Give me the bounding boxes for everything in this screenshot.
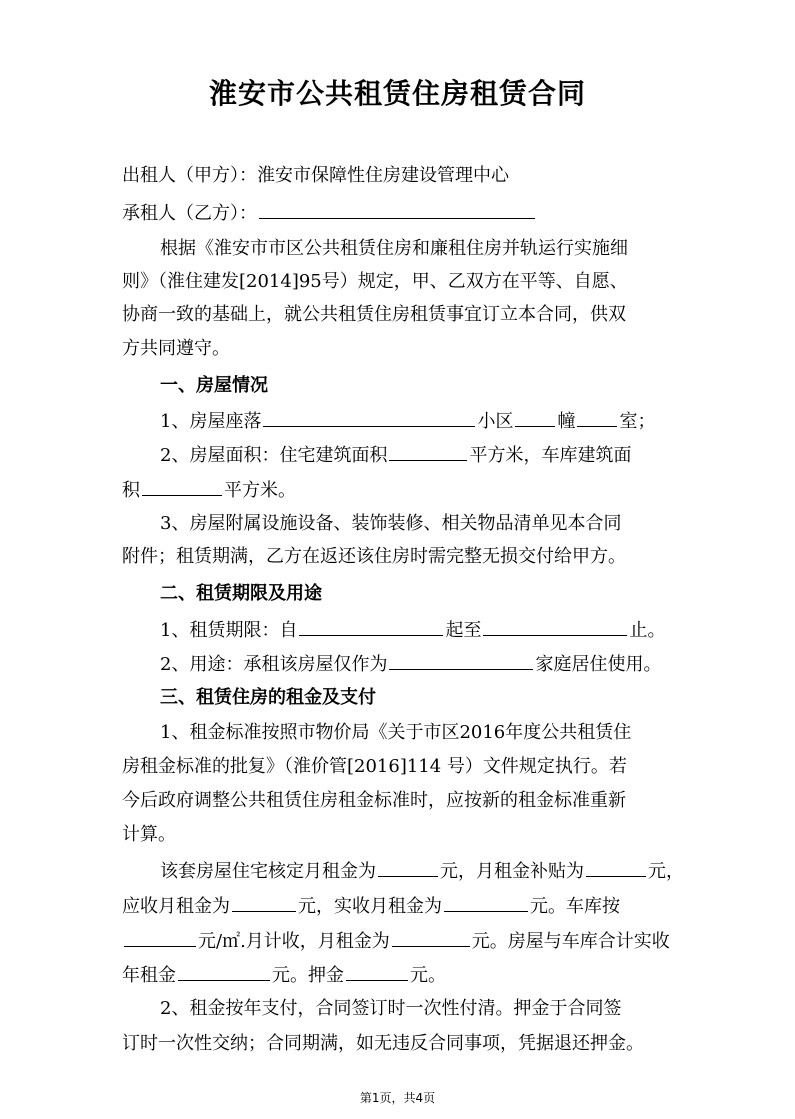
annual-rent-label: 年租金: [122, 965, 176, 986]
payment-line-2: 订时一次性交纳；合同期满，如无违反合同事项，凭据退还押金。: [122, 1033, 644, 1054]
yuan-label: 元，: [648, 861, 684, 882]
page-number: 第1页，共4页: [359, 1091, 436, 1105]
lease-term-label: 1、租赁期限：自: [160, 620, 298, 641]
subsidy-label: 元，月租金补贴为: [440, 861, 584, 882]
garage-rent-blank[interactable]: [392, 928, 470, 947]
section2-heading: 二、租赁期限及用途: [160, 583, 322, 604]
end-date-blank[interactable]: [483, 617, 627, 636]
garage-rent-label: 元/㎡.月计收，月租金为: [198, 931, 390, 952]
deposit-label: 元。押金: [272, 965, 344, 986]
rent-standard-line-1: 1、租金标准按照市物价局《关于市区2016年度公共租赁住: [160, 722, 632, 743]
page-title: 淮安市公共租赁住房租赁合同: [208, 77, 586, 110]
location-blank[interactable]: [263, 408, 475, 427]
residential-area-blank[interactable]: [389, 442, 467, 461]
building-label: 幢: [557, 411, 576, 432]
garage-area-blank[interactable]: [142, 477, 222, 496]
lessor-line: 出租人（甲方）：淮安市保障性住房建设管理中心: [122, 165, 509, 186]
community-blank[interactable]: [515, 408, 555, 427]
usage-suffix: 家庭居住使用。: [535, 654, 662, 675]
area-unit: 平方米。: [224, 480, 296, 501]
rent-line-4: [122, 962, 682, 988]
garage-rate-label: 元。车库按: [530, 896, 620, 917]
usage-label: 2、用途：承租该房屋仅作为: [160, 654, 388, 675]
house-area-line: [160, 442, 720, 468]
monthly-rent-label: 该套房屋住宅核定月租金为: [160, 861, 376, 882]
intro-line-3: 协商一致的基础上，就公共租赁住房租赁事宜订立本合同，供双: [122, 304, 626, 325]
usage-blank[interactable]: [389, 651, 533, 670]
room-label: 室；: [619, 411, 656, 432]
annual-rent-blank[interactable]: [178, 962, 270, 981]
rent-standard-line-4: 计算。: [122, 824, 176, 845]
payment-line-1: 2、租金按年支付，合同签订时一次性付清。押金于合同签: [160, 998, 622, 1019]
to-label: 起至: [445, 620, 482, 641]
house-location-line: [160, 408, 720, 434]
garage-rate-blank[interactable]: [124, 928, 196, 947]
lessee-line: [122, 200, 682, 226]
intro-line-4: 方共同遵守。: [122, 338, 230, 359]
subsidy-blank[interactable]: [586, 858, 646, 877]
intro-line-2: 则》（淮住建发[2014]95号）规定，甲、乙双方在平等、自愿、: [122, 271, 628, 292]
rent-standard-line-2: 房租金标准的批复》（淮价管[2016]114 号）文件规定执行。若: [122, 756, 627, 777]
rent-line-3: [122, 928, 682, 954]
actual-blank[interactable]: [444, 893, 528, 912]
monthly-rent-blank[interactable]: [378, 858, 438, 877]
facilities-line-1: 3、房屋附属设施设备、装饰装修、相关物品清单见本合同: [160, 513, 622, 534]
usage-line: [160, 651, 720, 677]
end-label: 止。: [629, 620, 666, 641]
lease-term-line: [160, 617, 720, 643]
building-blank[interactable]: [577, 408, 617, 427]
area-label: 2、房屋面积：住宅建筑面积: [160, 445, 388, 466]
community-label: 小区: [477, 411, 514, 432]
actual-label: 元，实收月租金为: [298, 896, 442, 917]
total-label: 元。房屋与车库合计实收: [471, 931, 670, 952]
receivable-blank[interactable]: [232, 893, 296, 912]
lessee-label: 承租人（乙方）：: [122, 203, 257, 224]
garage-area-label: 平方米，车库建筑面: [469, 445, 632, 466]
house-location-label: 1、房屋座落: [160, 411, 262, 432]
section3-heading: 三、租赁住房的租金及支付: [160, 687, 376, 708]
rent-line-1: [160, 858, 720, 884]
deposit-blank[interactable]: [346, 962, 408, 981]
facilities-line-2: 附件；租赁期满，乙方在返还该住房时需完整无损交付给甲方。: [122, 546, 626, 567]
intro-line-1: 根据《淮安市市区公共租赁住房和廉租住房并轨运行实施细: [160, 238, 628, 259]
rent-standard-line-3: 今后政府调整公共租赁住房租金标准时，应按新的租金标准重新: [122, 790, 626, 811]
lessee-blank[interactable]: [259, 200, 535, 219]
area-label-cont: 积: [122, 480, 140, 501]
house-area-line-2: [122, 477, 682, 503]
start-date-blank[interactable]: [299, 617, 443, 636]
deposit-unit: 元。: [410, 965, 446, 986]
receivable-label: 应收月租金为: [122, 896, 230, 917]
section1-heading: 一、房屋情况: [160, 375, 268, 396]
rent-line-2: [122, 893, 682, 919]
